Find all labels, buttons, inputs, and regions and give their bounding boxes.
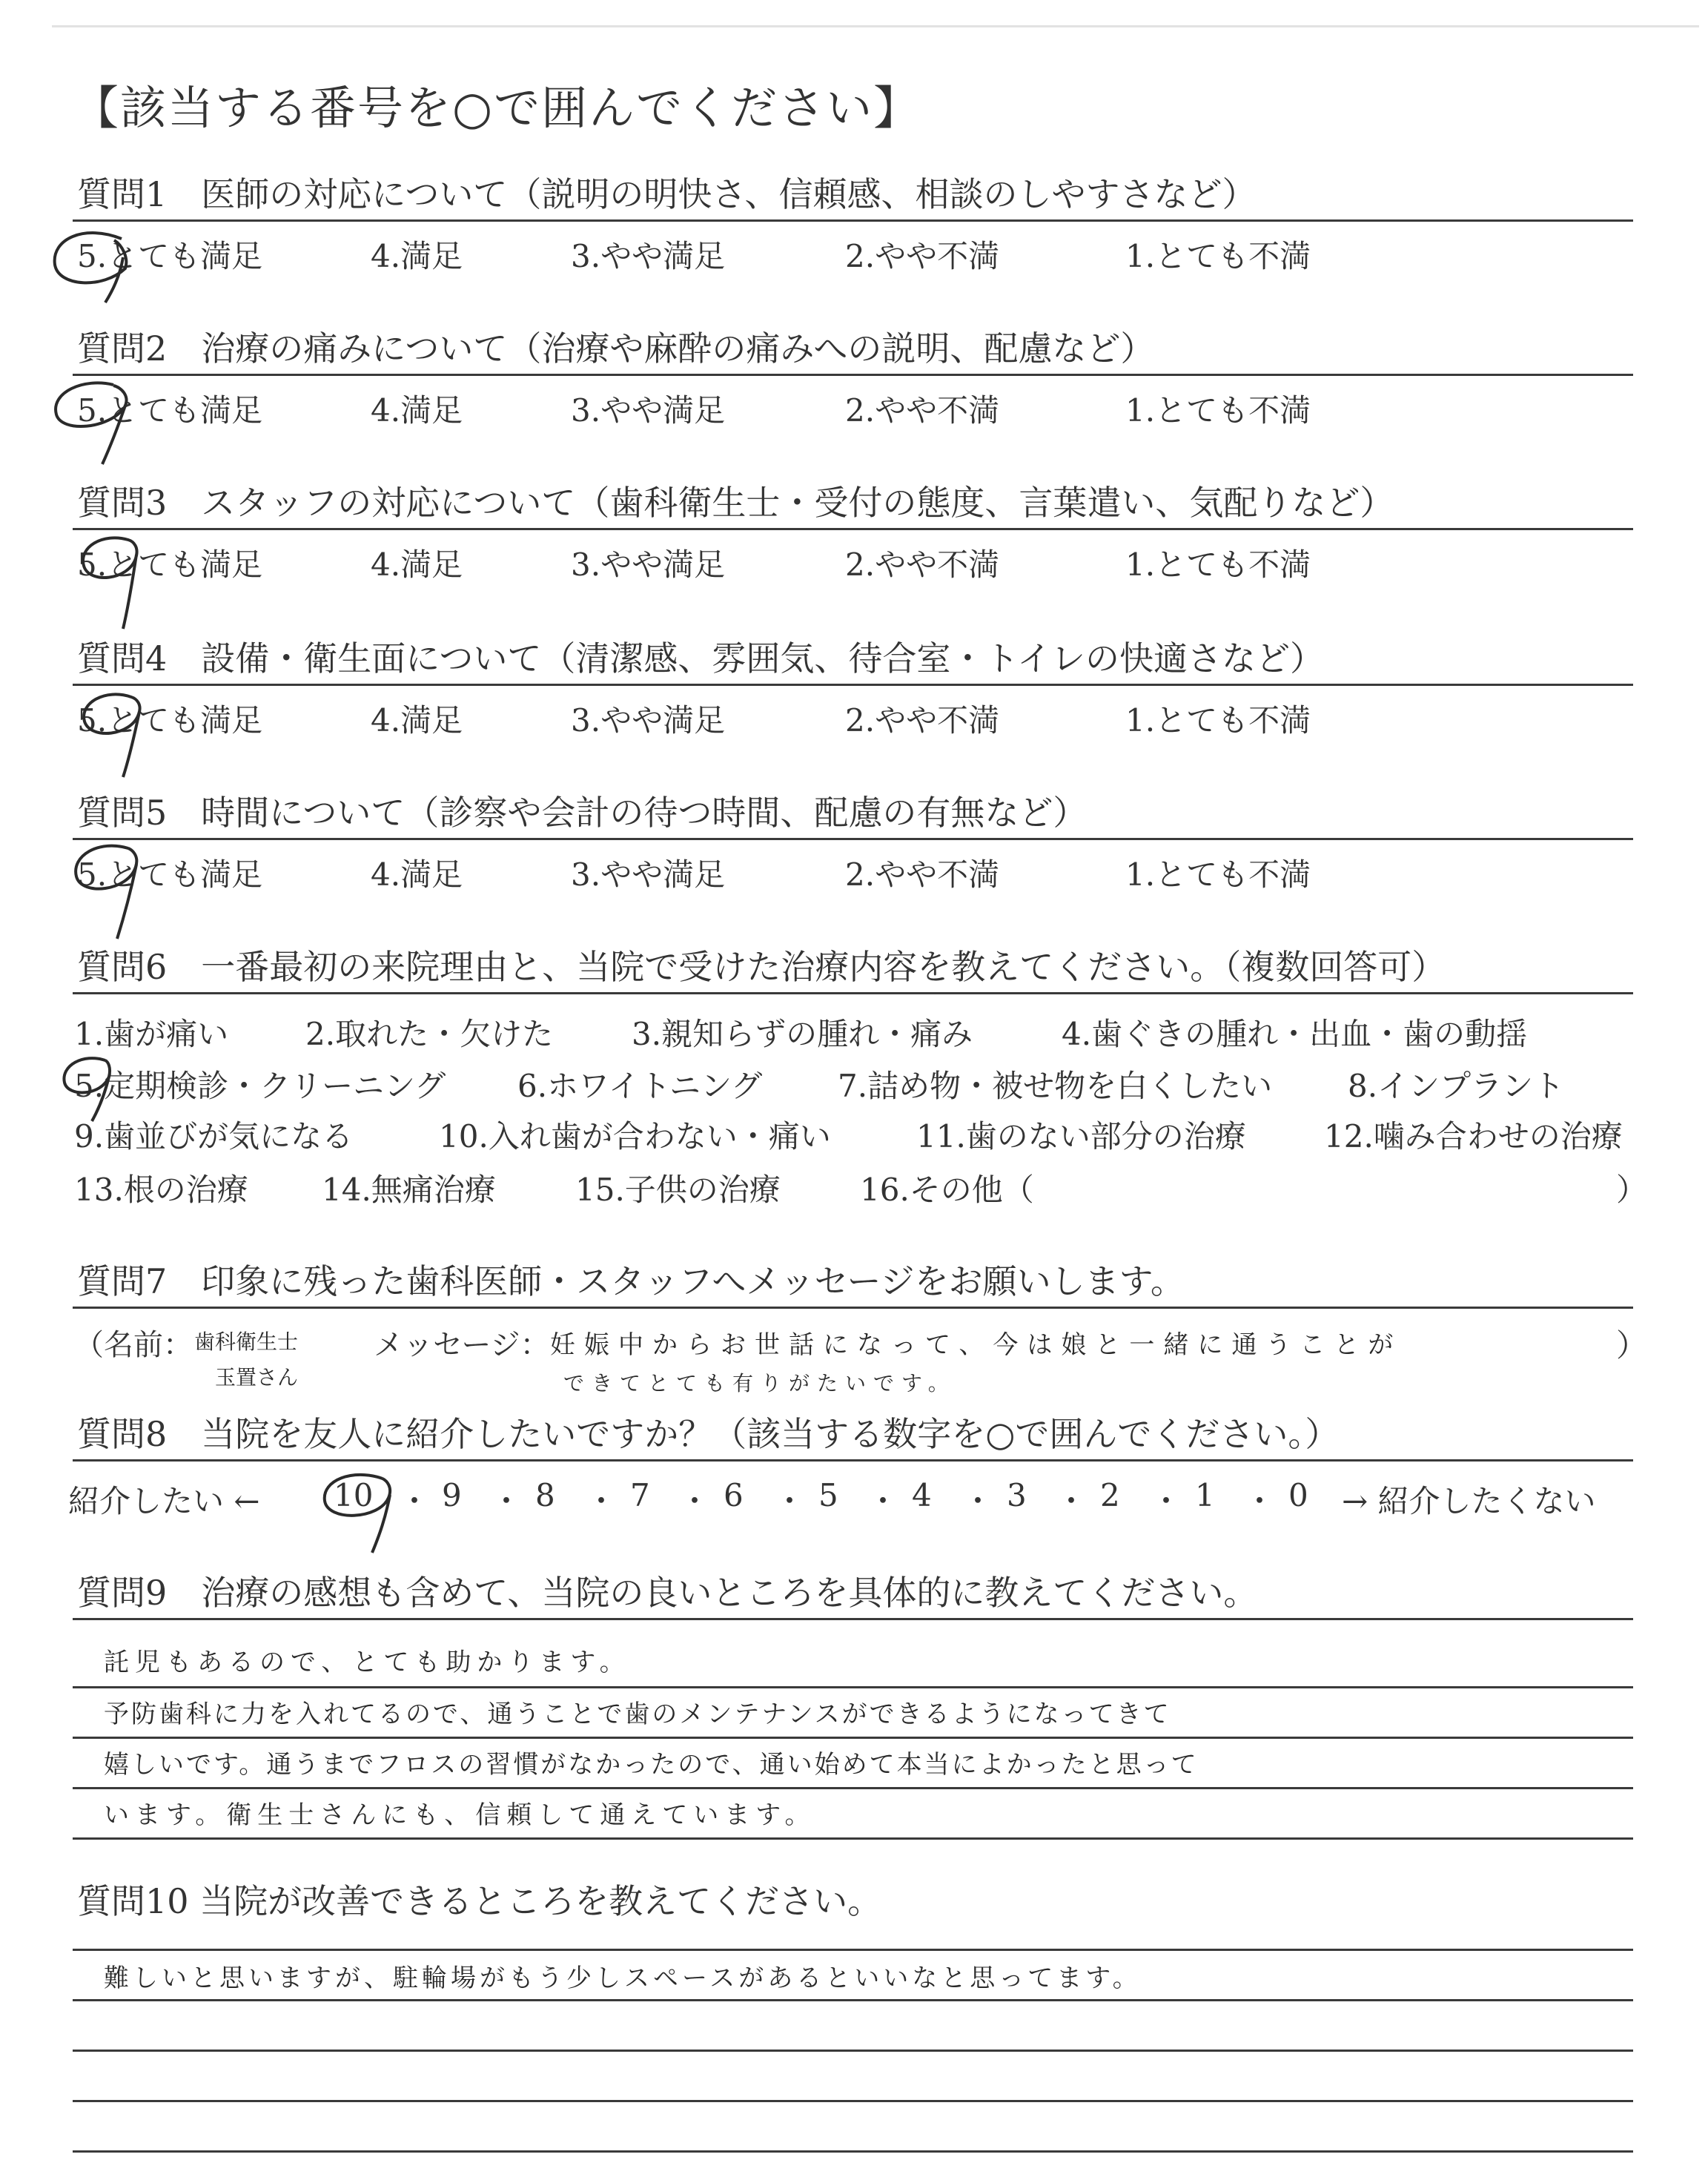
question-1 bbox=[73, 172, 1633, 274]
q6-option-2[interactable]: 2.取れた・欠けた bbox=[305, 1016, 554, 1052]
q6-option-6[interactable]: 6.ホワイトニング bbox=[517, 1068, 763, 1104]
question-2-options bbox=[73, 376, 1633, 428]
option-2[interactable]: 2.やや不満 bbox=[845, 238, 1000, 274]
q8-separator: ・ bbox=[399, 1483, 431, 1519]
question-2-label: 質問2 治療の痛みについて（治療や麻酔の痛みへの説明、配慮など） bbox=[77, 328, 1155, 369]
q6-option-3[interactable]: 3.親知らずの腫れ・痛み bbox=[632, 1016, 973, 1052]
question-7-rule bbox=[73, 1307, 1633, 1309]
q10-answer-line bbox=[73, 1949, 1633, 1951]
option-4[interactable]: 4.満足 bbox=[371, 238, 463, 274]
question-7 bbox=[73, 1259, 1633, 1309]
q8-scale-9[interactable]: 9 bbox=[442, 1477, 462, 1513]
q10-answer-line bbox=[73, 1999, 1633, 2001]
option-5[interactable]: 5.とても満足 bbox=[77, 546, 263, 583]
q7-name-handwritten-2: 玉置さん bbox=[215, 1365, 299, 1390]
question-4-options bbox=[73, 686, 1633, 738]
question-5-options bbox=[73, 840, 1633, 892]
q9-handwritten-line-3: 嬉しいです。通うまでフロスの習慣がなかったので、通い始めて本当によかったと思って bbox=[104, 1750, 1199, 1780]
question-8-label: 質問8 当院を友人に紹介したいですか？（該当する数字を○で囲んでください。） bbox=[77, 1414, 1340, 1454]
q9-handwritten-line-4: います。衛生士さんにも、信頼して通えています。 bbox=[104, 1800, 816, 1830]
option-2[interactable]: 2.やや不満 bbox=[845, 856, 1000, 893]
question-3-options bbox=[73, 530, 1633, 582]
answer-circle-mark bbox=[40, 224, 151, 305]
page-title: 【該当する番号を○で囲んでください】 bbox=[73, 81, 921, 135]
option-1[interactable]: 1.とても不満 bbox=[1125, 392, 1311, 429]
option-1[interactable]: 1.とても不満 bbox=[1125, 238, 1311, 274]
question-9-label: 質問9 治療の感想も含めて、当院の良いところを具体的に教えてください。 bbox=[77, 1573, 1258, 1613]
answer-circle-mark bbox=[43, 374, 154, 470]
q7-message-handwritten-2: できてとても有りがたいです。 bbox=[563, 1371, 956, 1396]
option-4[interactable]: 4.満足 bbox=[371, 856, 463, 893]
q7-name-prefix: （名前： bbox=[74, 1328, 193, 1362]
q8-separator: ・ bbox=[1244, 1483, 1276, 1519]
q8-scale-0[interactable]: 0 bbox=[1288, 1477, 1308, 1513]
q7-close-paren: ） bbox=[1616, 1327, 1648, 1364]
q6-option-12[interactable]: 12.噛み合わせの治療 bbox=[1324, 1118, 1623, 1155]
q8-left-label: 紹介したい ← bbox=[68, 1483, 260, 1519]
q8-separator: ・ bbox=[1151, 1483, 1182, 1519]
option-2[interactable]: 2.やや不満 bbox=[845, 546, 1000, 583]
option-3[interactable]: 3.やや満足 bbox=[571, 238, 726, 274]
question-9 bbox=[73, 1571, 1633, 1620]
q8-scale-7[interactable]: 7 bbox=[630, 1477, 650, 1513]
q6-option-15[interactable]: 15.子供の治療 bbox=[575, 1172, 781, 1208]
q8-scale-4[interactable]: 4 bbox=[912, 1477, 932, 1513]
question-3 bbox=[73, 480, 1633, 582]
q6-option-11[interactable]: 11.歯のない部分の治療 bbox=[916, 1118, 1246, 1155]
question-10-label: 質問10 当院が改善できるところを教えてください。 bbox=[77, 1881, 882, 1921]
option-5[interactable]: 5.とても満足 bbox=[77, 392, 263, 429]
q9-answer-line bbox=[73, 1787, 1633, 1789]
q6-option-1[interactable]: 1.歯が痛い bbox=[74, 1016, 229, 1052]
q6-option-5[interactable]: 5.定期検診・クリーニング bbox=[74, 1068, 446, 1104]
question-10 bbox=[73, 1879, 1633, 1923]
q10-answer-line bbox=[73, 2050, 1633, 2052]
q8-separator: ・ bbox=[586, 1483, 618, 1519]
q8-separator: ・ bbox=[867, 1483, 899, 1519]
question-2 bbox=[73, 326, 1633, 428]
answer-circle-mark bbox=[308, 1462, 412, 1559]
q8-right-label: → 紹介したくない bbox=[1342, 1483, 1596, 1519]
q7-message-prefix: メッセージ： bbox=[374, 1328, 550, 1362]
option-3[interactable]: 3.やや満足 bbox=[571, 546, 726, 583]
q8-scale-6[interactable]: 6 bbox=[724, 1477, 744, 1513]
q7-message-handwritten-1: 妊娠中からお世話になって、今は娘と一緒に通うことが bbox=[550, 1330, 1403, 1360]
option-5[interactable]: 5.とても満足 bbox=[77, 856, 263, 893]
question-6-rule bbox=[73, 992, 1633, 994]
answer-circle-mark bbox=[58, 833, 162, 945]
q9-handwritten-line-1: 託児もあるので、とても助かります。 bbox=[104, 1648, 631, 1677]
question-9-rule bbox=[73, 1618, 1633, 1620]
q9-answer-line bbox=[73, 1737, 1633, 1739]
q6-option-14[interactable]: 14.無痛治療 bbox=[322, 1172, 496, 1208]
q9-answer-line bbox=[73, 1837, 1633, 1840]
option-1[interactable]: 1.とても不満 bbox=[1125, 856, 1311, 893]
q10-answer-line bbox=[73, 2100, 1633, 2102]
question-6-label: 質問6 一番最初の来院理由と、当院で受けた治療内容を教えてください。（複数回答可） bbox=[77, 947, 1446, 987]
question-8 bbox=[73, 1412, 1633, 1462]
question-5 bbox=[73, 790, 1633, 892]
q6-option-10[interactable]: 10.入れ歯が合わない・痛い bbox=[439, 1118, 831, 1155]
option-2[interactable]: 2.やや不満 bbox=[845, 392, 1000, 429]
q10-handwritten-line-1: 難しいと思いますが、駐輪場がもう少しスペースがあるといいなと思ってます。 bbox=[104, 1964, 1142, 1993]
q8-separator: ・ bbox=[962, 1483, 994, 1519]
q6-option-16[interactable]: 16.その他（ bbox=[860, 1172, 1034, 1208]
option-5[interactable]: 5.とても満足 bbox=[77, 238, 263, 274]
q6-option-4[interactable]: 4.歯ぐきの腫れ・出血・歯の動揺 bbox=[1062, 1016, 1528, 1052]
option-5[interactable]: 5.とても満足 bbox=[77, 702, 263, 739]
q8-separator: ・ bbox=[774, 1483, 806, 1519]
top-edge-line bbox=[52, 25, 1699, 27]
q7-name-handwritten-1: 歯科衛生士 bbox=[194, 1330, 299, 1354]
q8-scale-5[interactable]: 5 bbox=[818, 1477, 838, 1513]
q8-scale-10[interactable]: 10 bbox=[334, 1477, 374, 1513]
option-4[interactable]: 4.満足 bbox=[371, 392, 463, 429]
q8-scale-1[interactable]: 1 bbox=[1195, 1477, 1215, 1513]
q9-handwritten-line-2: 予防歯科に力を入れてるので、通うことで歯のメンテナンスができるようになってきて bbox=[104, 1700, 1171, 1729]
answer-circle-mark bbox=[53, 1047, 128, 1129]
question-4-label: 質問4 設備・衛生面について（清潔感、雰囲気、待合室・トイレの快適さなど） bbox=[77, 638, 1325, 678]
q8-scale-3[interactable]: 3 bbox=[1007, 1477, 1027, 1513]
question-4 bbox=[73, 636, 1633, 738]
question-6 bbox=[73, 945, 1633, 994]
answer-circle-mark bbox=[65, 525, 162, 636]
option-4[interactable]: 4.満足 bbox=[371, 546, 463, 583]
question-3-label: 質問3 スタッフの対応について（歯科衛生士・受付の態度、言葉遣い、気配りなど） bbox=[77, 483, 1394, 523]
q9-answer-line bbox=[73, 1686, 1633, 1688]
q8-separator: ・ bbox=[679, 1483, 711, 1519]
option-3[interactable]: 3.やや満足 bbox=[571, 856, 726, 893]
question-5-label: 質問5 時間について（診察や会計の待つ時間、配慮の有無など） bbox=[77, 793, 1088, 833]
option-3[interactable]: 3.やや満足 bbox=[571, 702, 726, 739]
question-7-label: 質問7 印象に残った歯科医師・スタッフへメッセージをお願いします。 bbox=[77, 1261, 1185, 1301]
q10-answer-line bbox=[73, 2150, 1633, 2153]
answer-circle-mark bbox=[68, 681, 165, 785]
option-4[interactable]: 4.満足 bbox=[371, 702, 463, 739]
q8-separator: ・ bbox=[1056, 1483, 1088, 1519]
q6-option-8[interactable]: 8.インプラント bbox=[1348, 1068, 1565, 1104]
question-1-label: 質問1 医師の対応について（説明の明快さ、信頼感、相談のしやすさなど） bbox=[77, 174, 1257, 214]
q6-close-paren: ） bbox=[1616, 1172, 1648, 1208]
question-8-rule bbox=[73, 1459, 1633, 1462]
q6-option-7[interactable]: 7.詰め物・被せ物を白くしたい bbox=[838, 1068, 1273, 1104]
q8-scale-2[interactable]: 2 bbox=[1100, 1477, 1120, 1513]
option-3[interactable]: 3.やや満足 bbox=[571, 392, 726, 429]
question-1-options bbox=[73, 222, 1633, 274]
q6-option-13[interactable]: 13.根の治療 bbox=[74, 1172, 248, 1208]
option-2[interactable]: 2.やや不満 bbox=[845, 702, 1000, 739]
q8-scale-8[interactable]: 8 bbox=[535, 1477, 555, 1513]
q8-separator: ・ bbox=[491, 1483, 523, 1519]
q6-option-9[interactable]: 9.歯並びが気になる bbox=[74, 1118, 354, 1155]
option-1[interactable]: 1.とても不満 bbox=[1125, 546, 1311, 583]
option-1[interactable]: 1.とても不満 bbox=[1125, 702, 1311, 739]
